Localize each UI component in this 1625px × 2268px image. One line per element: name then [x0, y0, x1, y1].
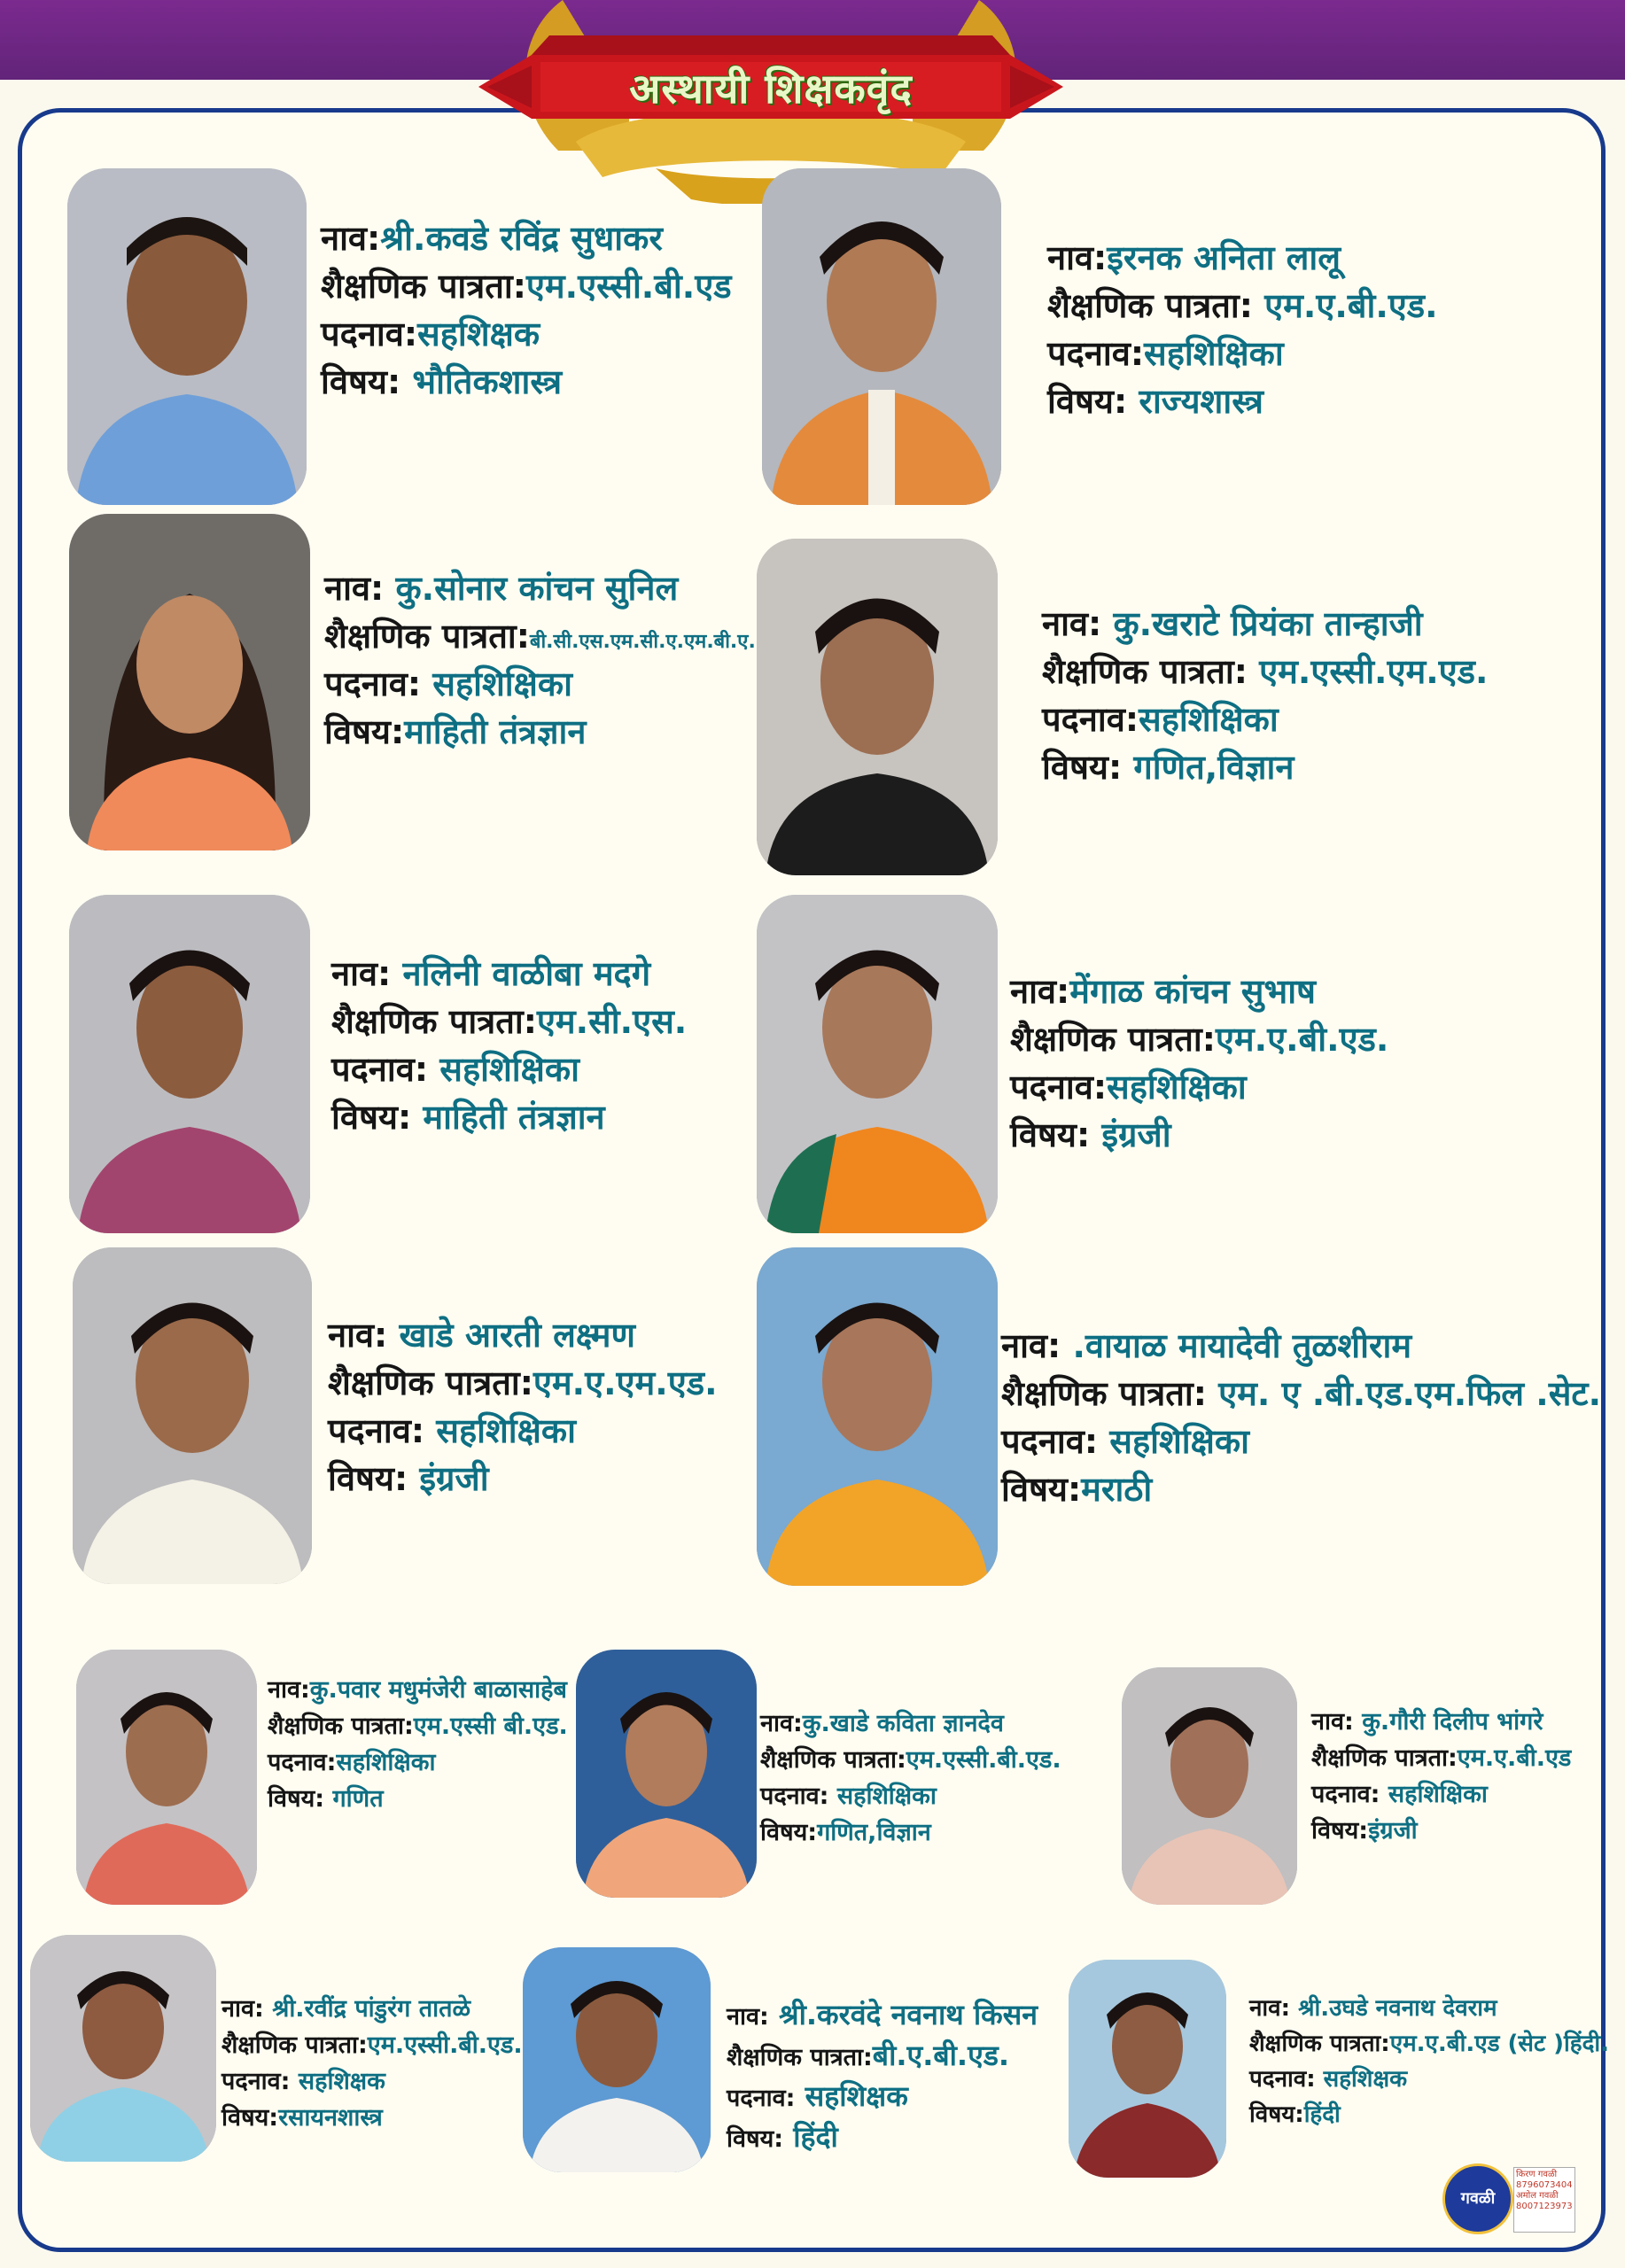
teacher-qualification: एम.एस्सी.बी.एड.: [906, 1746, 1061, 1774]
teacher-name: .वायाळ मायादेवी तुळशीराम: [1061, 1326, 1412, 1365]
teacher-subject: हिंदी: [1303, 2101, 1341, 2128]
teacher-name: कु.पवार मधुमंजेरी बाळासाहेब: [309, 1676, 567, 1704]
teacher-qualification: एम.एस्सी बी.एड.: [413, 1713, 568, 1740]
teacher-designation: सहशिक्षक: [417, 315, 540, 353]
teacher-name: कु.गौरी दिलीप भांगरे: [1353, 1708, 1543, 1736]
teacher-designation: सहशिक्षिका: [1098, 1422, 1249, 1461]
teacher-photo: [1069, 1960, 1226, 2178]
teacher-subject: माहिती तंत्रज्ञान: [404, 712, 587, 751]
teacher-subject: हिंदी: [783, 2120, 838, 2154]
logo-contact-card: किरण गवळी 8796073404 अमोल गवळी 8007123973: [1513, 2167, 1575, 2233]
teacher-subject: राज्यशास्त्र: [1127, 382, 1264, 421]
teacher-info: नाव:श्री.कवडे रविंद्र सुधाकर शैक्षणिक पात्रता:एम.एस्सी.बी.एड पदनाव:सहशिक्षक विषय: भौतिकशास्त्र: [321, 219, 732, 401]
teacher-designation: सहशिक्षिका: [828, 1783, 937, 1810]
teacher-info: नाव: श्री.उघडे नवनाथ देवराम शैक्षणिक पात्रता:एम.ए.बी.एड (सेट )हिंदी. पदनाव: सहशिक्षक विषय:हिंदी: [1249, 1995, 1609, 2128]
teacher-photo: [76, 1650, 257, 1905]
teacher-designation: सहशिक्षिका: [424, 1411, 576, 1450]
teacher-subject: इंग्रजी: [1090, 1115, 1171, 1154]
teacher-photo: [757, 539, 998, 875]
teacher-photo: [69, 514, 310, 850]
teacher-qualification: एम.एस्सी.एम.एड.: [1247, 652, 1489, 691]
teacher-photo: [69, 895, 310, 1233]
teacher-designation: सहशिक्षिका: [1107, 1068, 1247, 1107]
teacher-subject: मराठी: [1081, 1470, 1153, 1509]
teacher-designation: सहशिक्षक: [290, 2068, 385, 2095]
teacher-qualification: एम.एस्सी.बी.एड: [525, 267, 732, 306]
teacher-subject: इंग्रजी: [408, 1459, 489, 1498]
teacher-info: नाव: श्री.करवंदे नवनाथ किसन शैक्षणिक पात्रता:बी.ए.बी.एड. पदनाव: सहशिक्षक विषय: हिंदी: [727, 1998, 1038, 2154]
teacher-name: श्री.रवींद्र पांडुरंग तातळे: [263, 1995, 471, 2023]
teacher-info: नाव: नलिनी वाळीबा मदगे शैक्षणिक पात्रता:एम.सी.एस. पदनाव: सहशिक्षिका विषय: माहिती तंत्रज्ञान: [331, 954, 688, 1137]
teacher-info: नाव: .वायाळ मायादेवी तुळशीराम शैक्षणिक पात्रता: एम. ए .बी.एड.एम.फिल .सेट. पदनाव: सहशिक्षिका विषय:मराठी: [1001, 1326, 1602, 1509]
teacher-name: कु.खाडे कविता ज्ञानदेव: [802, 1710, 1004, 1737]
teacher-designation: सहशिक्षक: [795, 2079, 908, 2113]
teacher-info: नाव: कु.गौरी दिलीप भांगरे शैक्षणिक पात्रता:एम.ए.बी.एड पदनाव: सहशिक्षिका विषय:इंग्रजी: [1311, 1708, 1572, 1845]
teacher-name: मेंगाळ कांचन सुभाष: [1069, 972, 1317, 1011]
teacher-info: नाव: कु.सोनार कांचन सुनिल शैक्षणिक पात्रता:बी.सी.एस.एम.सी.ए.एम.बी.ए. पदनाव: सहशिक्षिका विषय:माहिती तंत्रज्ञान: [324, 569, 756, 751]
teacher-qualification: एम.ए.बी.एड: [1457, 1744, 1572, 1772]
teacher-info: नाव: श्री.रवींद्र पांडुरंग तातळे शैक्षणिक पात्रता:एम.एस्सी.बी.एड. पदनाव: सहशिक्षक विषय:रसायनशास्त्र: [222, 1995, 523, 2132]
teacher-qualification: एम.एस्सी.बी.एड.: [367, 2031, 523, 2059]
logo-badge: गवळी: [1442, 2163, 1513, 2234]
teacher-info: नाव: खाडे आरती लक्ष्मण शैक्षणिक पात्रता:एम.ए.एम.एड. पदनाव: सहशिक्षिका विषय: इंग्रजी: [328, 1316, 718, 1498]
teacher-name: खाडे आरती लक्ष्मण: [387, 1316, 635, 1355]
teacher-qualification: बी.सी.एस.एम.सी.ए.एम.बी.ए.: [529, 631, 756, 653]
teacher-designation: सहशिक्षिका: [1144, 334, 1284, 373]
teacher-qualification: एम.ए.बी.एड.: [1252, 286, 1438, 325]
teacher-qualification: एम.सी.एस.: [536, 1002, 688, 1041]
teacher-subject: गणित,विज्ञान: [817, 1819, 931, 1846]
teacher-subject: रसायनशास्त्र: [278, 2104, 383, 2132]
teacher-info: नाव:इरनक अनिता लालू शैक्षणिक पात्रता: एम.ए.बी.एड. पदनाव:सहशिक्षिका विषय: राज्यशास्त्र: [1047, 238, 1438, 421]
teacher-qualification: एम.ए.एम.एड.: [533, 1363, 718, 1402]
teacher-info: नाव: कु.खराटे प्रियंका तान्हाजी शैक्षणिक पात्रता: एम.एस्सी.एम.एड. पदनाव:सहशिक्षिका विषय: गणित,विज्ञान: [1042, 604, 1489, 787]
teacher-name: श्री.कवडे रविंद्र सुधाकर: [380, 219, 663, 258]
teacher-photo: [762, 168, 1001, 505]
teacher-subject: गणित,विज्ञान: [1122, 748, 1295, 787]
page-title: अस्थायी शिक्षकवृंद: [629, 65, 913, 113]
teacher-info: नाव:कु.खाडे कविता ज्ञानदेव शैक्षणिक पात्रता:एम.एस्सी.बी.एड. पदनाव: सहशिक्षिका विषय:गणित,विज्ञान: [760, 1710, 1061, 1846]
teacher-photo: [523, 1947, 711, 2172]
teacher-info: नाव:मेंगाळ कांचन सुभाष शैक्षणिक पात्रता:एम.ए.बी.एड. पदनाव:सहशिक्षिका विषय: इंग्रजी: [1010, 972, 1389, 1154]
teacher-photo: [757, 1247, 998, 1586]
teacher-designation: सहशिक्षिका: [336, 1749, 436, 1776]
teacher-photo: [30, 1935, 216, 2162]
teacher-photo: [1122, 1667, 1297, 1905]
teacher-subject: माहिती तंत्रज्ञान: [411, 1098, 605, 1137]
teacher-qualification: एम.ए.बी.एड (सेट )हिंदी.: [1389, 2031, 1609, 2057]
teacher-qualification: एम. ए .बी.एड.एम.फिल .सेट.: [1206, 1374, 1602, 1413]
teacher-name: श्री.उघडे नवनाथ देवराम: [1290, 1995, 1497, 2022]
teacher-name: इरनक अनिता लालू: [1107, 238, 1341, 277]
teacher-qualification: एम.ए.बी.एड.: [1215, 1020, 1389, 1059]
teacher-photo: [73, 1247, 312, 1584]
teacher-photo: [576, 1650, 757, 1898]
publisher-logo: [1442, 2163, 1575, 2240]
teacher-photo: [757, 895, 998, 1233]
teacher-subject: भौतिकशास्त्र: [400, 362, 563, 401]
teacher-subject: इंग्रजी: [1368, 1817, 1418, 1845]
teacher-name: कु.खराटे प्रियंका तान्हाजी: [1101, 604, 1423, 643]
teacher-name: कु.सोनार कांचन सुनिल: [384, 569, 679, 608]
teacher-designation: सहशिक्षिका: [1380, 1781, 1488, 1808]
teacher-info: नाव:कु.पवार मधुमंजेरी बाळासाहेब शैक्षणिक पात्रता:एम.एस्सी बी.एड. पदनाव:सहशिक्षिका विषय: गणित: [268, 1676, 568, 1813]
teacher-photo: [67, 168, 307, 505]
teacher-qualification: बी.ए.बी.एड.: [872, 2039, 1010, 2072]
teacher-designation: सहशिक्षिका: [1139, 700, 1279, 739]
teacher-designation: सहशिक्षिका: [428, 1050, 579, 1089]
teacher-designation: सहशिक्षिका: [421, 664, 572, 703]
teacher-subject: गणित: [324, 1785, 384, 1813]
teacher-designation: सहशिक्षक: [1315, 2066, 1408, 2093]
teacher-name: नलिनी वाळीबा मदगे: [391, 954, 651, 993]
teacher-name: श्री.करवंदे नवनाथ किसन: [768, 1998, 1038, 2031]
